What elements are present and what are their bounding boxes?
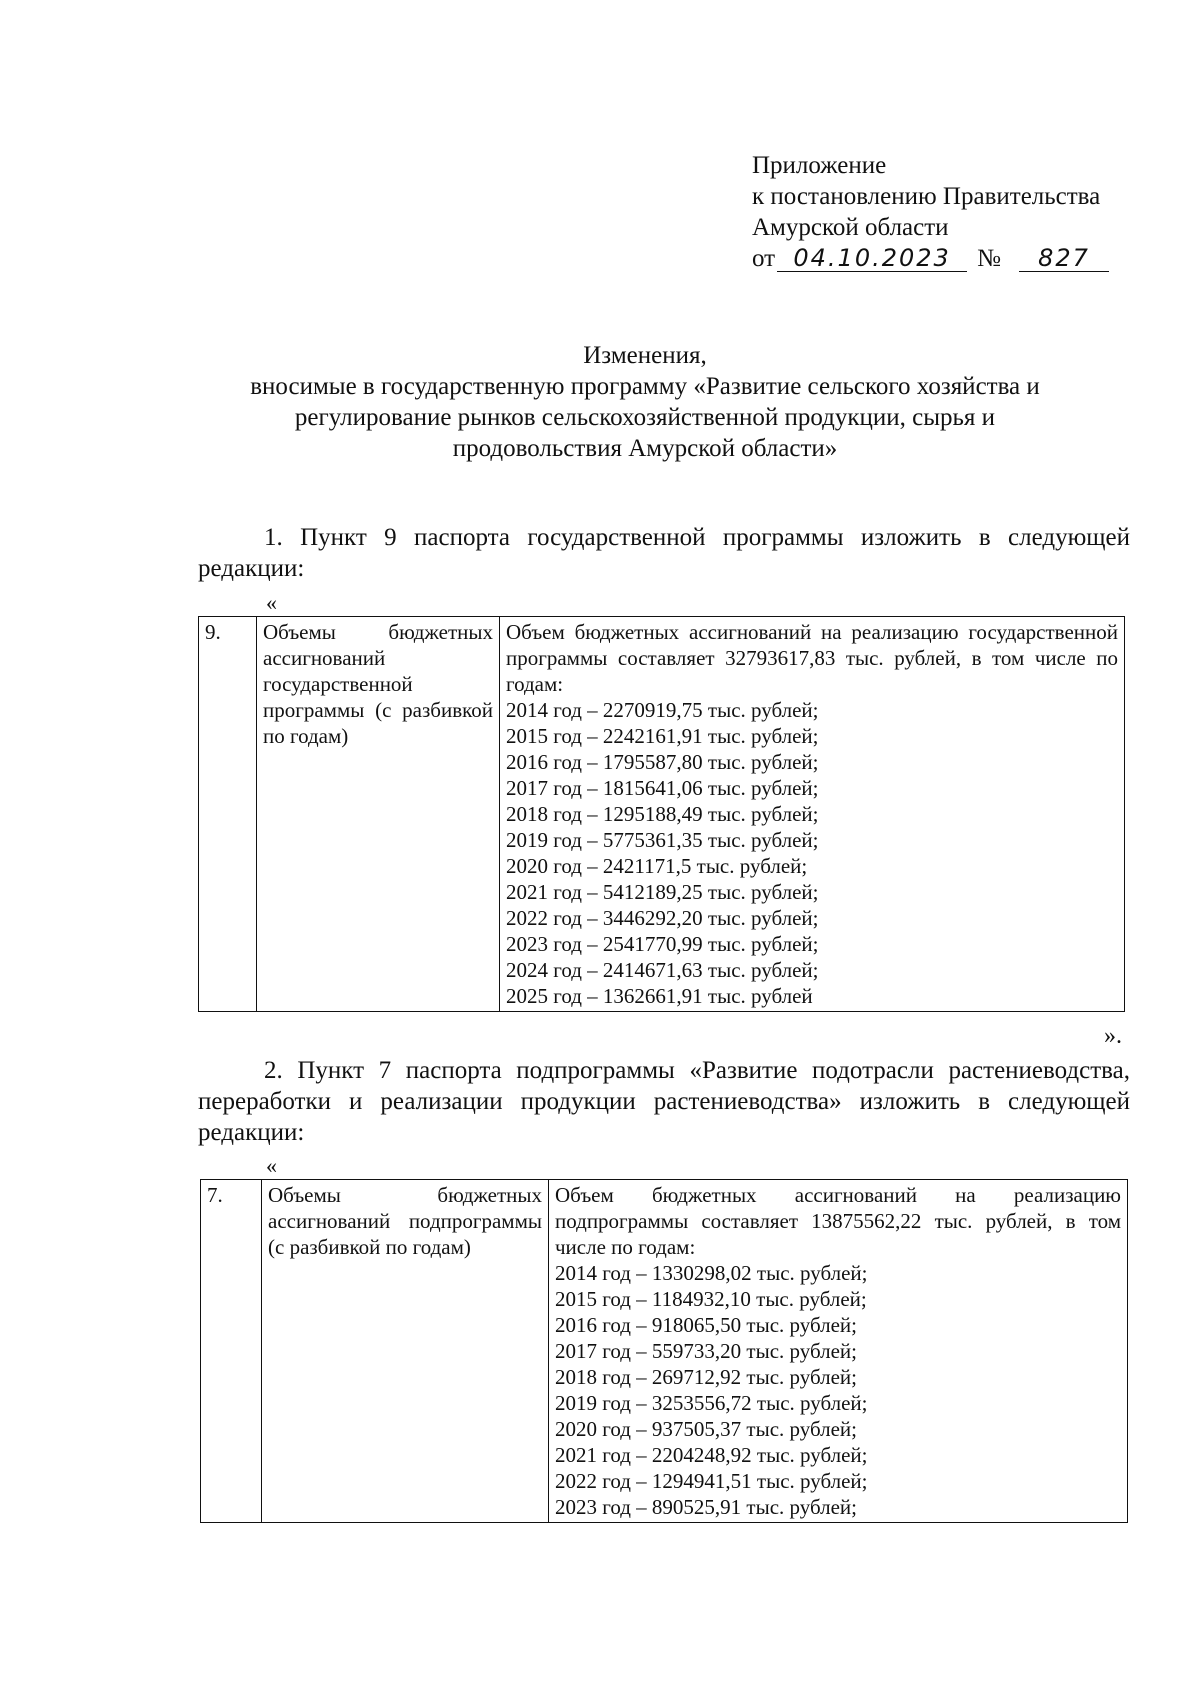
year-line: 2021 год – 5412189,25 тыс. рублей; [506,880,819,904]
year-line: 2018 год – 269712,92 тыс. рублей; [555,1365,858,1389]
year-line: 2017 год – 1815641,06 тыс. рублей; [506,776,819,800]
row-label: Объемы бюджетных ассигнований подпрограммы (с разбивкой по годам) [262,1180,549,1523]
year-line: 2021 год – 2204248,92 тыс. рублей; [555,1443,868,1467]
appendix-date-line [752,243,1109,274]
row-value [500,617,1125,1012]
row-number: 7. [201,1180,262,1523]
year-line: 2016 год – 918065,50 тыс. рублей; [555,1313,858,1337]
title-line-2: регулирование рынков сельскохозяйственной продукции, сырья и [294,404,996,431]
year-line: 2020 год – 937505,37 тыс. рублей; [555,1417,858,1441]
item-1-quote-close: ». [1104,1023,1122,1049]
title-line-3: продовольствия Амурской области» [452,435,838,462]
year-line: 2020 год – 2421171,5 тыс. рублей; [506,854,808,878]
year-line: 2024 год – 2414671,63 тыс. рублей; [506,958,819,982]
year-line: 2014 год – 1330298,02 тыс. рублей; [555,1261,868,1285]
year-line: 2019 год – 5775361,35 тыс. рублей; [506,828,819,852]
item-1-quote-open: « [266,590,277,615]
row-number: 9. [199,617,257,1012]
year-line: 2022 год – 1294941,51 тыс. рублей; [555,1469,868,1493]
appendix-line-1: Приложение [752,152,887,179]
year-line: 2015 год – 1184932,10 тыс. рублей; [555,1287,867,1311]
number-label: № [977,245,1001,272]
appendix-block [752,150,1109,274]
passport-table-2 [200,1179,1128,1523]
year-line: 2016 год – 1795587,80 тыс. рублей; [506,750,819,774]
handwritten-date: 04.10.2023 [777,245,967,272]
title-line-1: вносимые в государственную программу «Развитие сельского хозяйства и [250,373,1040,400]
value-intro: Объем бюджетных ассигнований на реализацию подпрограммы составляет 13875562,22 тыс. рублей, в том числе по годам: [555,1183,1121,1259]
appendix-line-2: к постановлению Правительства [752,183,1101,210]
table-row [199,617,1125,1012]
table-row [201,1180,1128,1523]
year-line: 2023 год – 2541770,99 тыс. рублей; [506,932,819,956]
document-title [195,340,1095,464]
appendix-line-3: Амурской области [752,214,949,241]
item-2-quote-open: « [266,1153,277,1178]
year-line: 2025 год – 1362661,91 тыс. рублей [506,984,813,1008]
item-1-text: 1. Пункт 9 паспорта государственной программы изложить в следующей редакции: [198,524,1130,582]
year-line: 2019 год – 3253556,72 тыс. рублей; [555,1391,868,1415]
title-heading: Изменения, [583,342,707,369]
year-line: 2022 год – 3446292,20 тыс. рублей; [506,906,819,930]
year-line: 2017 год – 559733,20 тыс. рублей; [555,1339,858,1363]
passport-table-1 [198,616,1125,1012]
value-intro: Объем бюджетных ассигнований на реализацию государственной программы составляет 32793617,83 тыс. рублей, в том числе по годам: [506,620,1118,696]
from-label: от [752,245,776,272]
row-label: Объемы бюджетных ассигнований государственной программы (с разбивкой по годам) [257,617,500,1012]
year-line: 2014 год – 2270919,75 тыс. рублей; [506,698,819,722]
year-line: 2018 год – 1295188,49 тыс. рублей; [506,802,819,826]
item-2-text: 2. Пункт 7 паспорта подпрограммы «Развитие подотрасли растениеводства, переработки и реализации продукции растениеводства» изложить в следующей редакции: [198,1057,1130,1146]
year-line: 2023 год – 890525,91 тыс. рублей; [555,1495,858,1519]
row-value [549,1180,1128,1523]
handwritten-number: 827 [1019,245,1109,272]
year-line: 2015 год – 2242161,91 тыс. рублей; [506,724,819,748]
